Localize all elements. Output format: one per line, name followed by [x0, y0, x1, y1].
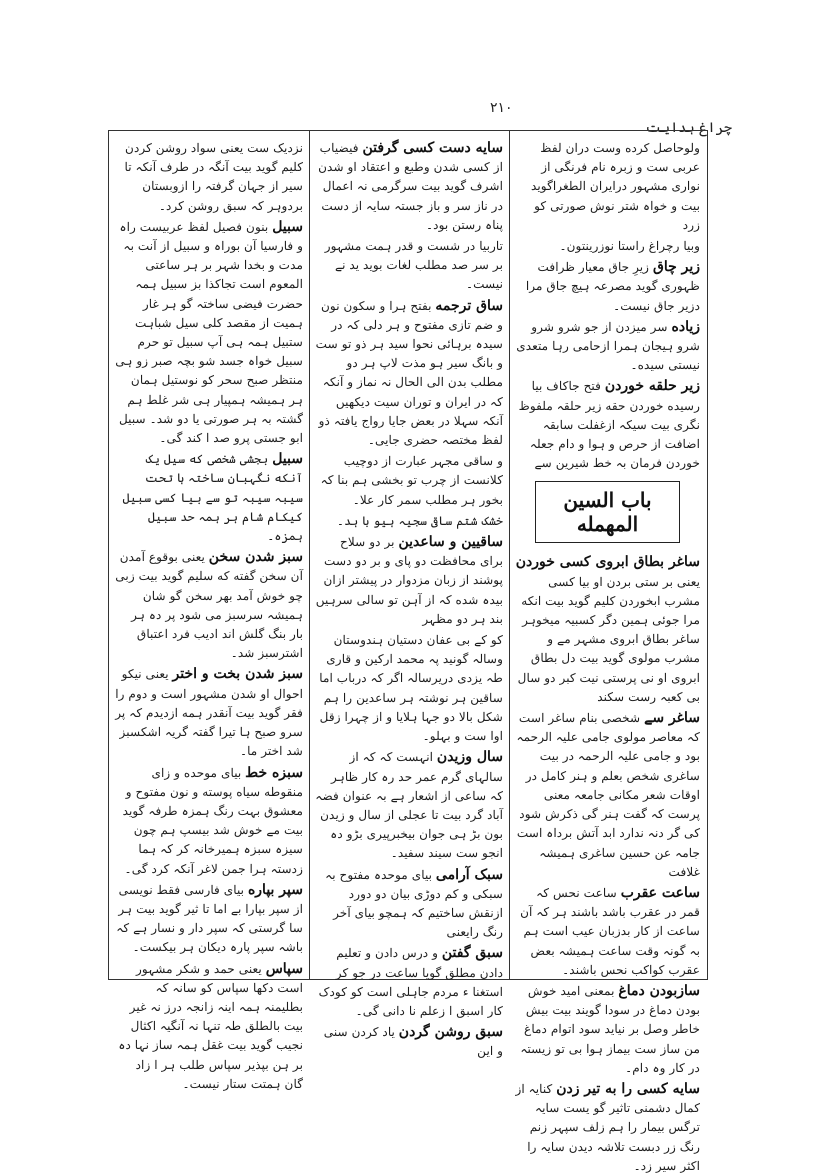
- entry-headword: ساقیین و ساعدین: [398, 534, 503, 551]
- entry-headword: سبز شدن سخن: [208, 549, 303, 566]
- dictionary-entry: [115, 548, 303, 663]
- dictionary-entry: [115, 139, 303, 216]
- column-middle: [309, 137, 509, 1059]
- entry-text: وبیا رچراغ راستا نوزرینتون۔: [559, 239, 700, 254]
- entry-headword: زیر حلقه خوردن: [604, 378, 700, 395]
- entry-text: ولوحاصل کرده وست دران لفظ عربی ست و زبرہ نام فرنگی از نواری مشہور درایران الطغراگوید بیت و خواہ شتر نوش صورتی کو زرد: [531, 141, 700, 232]
- entry-text: و ساقی مجہر عبارت از دوچیب کلانست از چرب تو بخشی ہم بنا کہ بخور ہر مطلب سمر کار علا۔: [320, 454, 503, 507]
- entry-headword: سایه دست کسی گرفتن: [362, 140, 503, 156]
- entry-text: نزدیک ست یعنی سواد روشن کردن کلیم گوید بیت آنگہ در طرف آنکہ تا سیر از جہان گرفتہ را ازوبستان بردوہر کہ سبق روشن کرد۔: [124, 141, 303, 213]
- entry-text: بر دو سلاح برای محافظت دو پای و بر دو دست پوشند از زبان مزدوار در پیشتر ازان بیدہ شده کہ از آہن تو سالی سرہیں بند ہر دو مظہر: [315, 535, 503, 626]
- entry-text: بمعنی امید خوش بودن دماغ در سودا گویند بیت بیش خاطر وصل بر نیاید سود اتوام دماغ من ساز ست بیماز ہوا بی تو زیستہ در کار وہ دام۔: [520, 983, 700, 1075]
- entry-headword: سال وزیدن: [436, 749, 503, 766]
- dictionary-entry: [515, 1080, 700, 1176]
- entry-headword: ساعت عقرب: [620, 884, 700, 901]
- entry-text: کنایہ از کمال دشمنی تاثیر گو یست سایہ ترگس بیمار را ہم زلف سپہر زنم رنگ زر دبست تلاشہ دیدن سایہ را اکثر سیر زد۔: [515, 1081, 700, 1173]
- dictionary-entry: [115, 450, 303, 546]
- entry-headword: ساغر سے: [644, 710, 700, 727]
- entry-text: بنون فصیل لفظ عربیست راہ و فارسیا آن بوراہ و سبیل از آنت بہ مدت و بخدا شہر بر ہر ساعتی المعوم است تجاکذا بز سبیل ہمہ حضرت فیضی ساختہ گو ہر غار ہمیت از مقصد کلی سیل شباہت ستبیل ہمہ ہی آپ سبیل تو حرم سبیل خواہ جسد شو بچہ صبر زو ہی منتظر صبح سحر کو نوستیل ہمان ہر ہمیشہ ہمپیار ہی شر غلط ہم گشتہ بہ ہر صورتی یا دو شد۔ سبیل ابو جستی پرو صد ا کند گی۔: [115, 219, 303, 446]
- entry-headword: سبق گفتن: [441, 945, 503, 962]
- chapter-heading: باب السین المهمله: [535, 481, 680, 543]
- dictionary-entry: [515, 377, 700, 473]
- dictionary-entry: [515, 258, 700, 316]
- dictionary-entry: [515, 709, 700, 882]
- dictionary-entry: [515, 982, 700, 1078]
- entry-text: سر میزدن از جو شرو شرو شرو ہیجان ہمرا ازحامی رہا متعدی نیستی سیده۔: [516, 319, 700, 373]
- entry-text: فیضیاب از کسی شدن وطبع و اعتقاد او شدن اشرف گوید بیت سرگرمی نہ اعمال در ناز سر و باز جستہ سایہ از دست پناہ رستن بود۔: [318, 141, 503, 232]
- dictionary-entry: [315, 1023, 503, 1061]
- entry-headword: سبک آرامی: [435, 866, 503, 883]
- entry-text: بیای موحدہ مفتوح بہ سبکی و کم دوڑی بیان دو دورد ازنقش ساختیم کہ ہمچو بیای آخر رنگ رایعنی: [325, 867, 503, 940]
- three-column-frame: [108, 130, 708, 1173]
- dictionary-entry: [315, 748, 503, 863]
- entry-text: بیای موحده و زای منقوطه سیاه پوسته و نون مفتوح و معشوق بہت رنگ ہمزہ طرفہ گوید بیت مے خوش شد بیسپ ہم چون سیزہ سبزہ ہمیرخانہ کر کہ ہما زدستہ ہرا جمن لاغر آنکہ کرد گی۔: [122, 765, 303, 876]
- entry-text: فتح جاکاف بیا رسیده خوردن حقه زیر حلقہ ملفوظ نگری بیت سیکہ ازغفلت سابقہ اضافت از حرص و ہوا و دام جعلہ خوردن فرمان بہ خط شیرین سے: [518, 379, 700, 471]
- entry-text: زیرِ جاق معیار ظرافت ظہوری گوید مصرعہ ہیچ جاق مرا دزیر جاق نیست۔: [525, 260, 700, 313]
- entry-headword: سبق روشن گردن: [398, 1024, 503, 1041]
- entry-text: یعنی حمد و شکر مشہور است دکھا سپاس کو سانہ کہ بطلیمنہ ہمہ اینہ زانجہ درز نہ غیر بیت بالطلق طہ تنہا نہ آنگیہ اکثال نجیب گوید بیت غقل ہمہ ساز نہا دہ بر ہن بپذیر سپاس طلب ہر ا زاد گان ہمتت ستار نیست۔: [118, 961, 303, 1091]
- dictionary-entry: [115, 960, 303, 1094]
- entry-headword: سبز شدن بخت و اختر: [172, 666, 303, 683]
- page-number: ۲۱۰: [490, 100, 513, 116]
- entry-headword: ساغر بطاق ابروی کسی خوردن: [515, 554, 700, 571]
- dictionary-entry: [315, 512, 503, 531]
- entry-headword: سازبودن دماغ: [618, 982, 700, 999]
- dictionary-entry: [515, 237, 700, 256]
- entry-headword: زیاده: [671, 318, 700, 335]
- dictionary-entry: [515, 139, 700, 235]
- entry-text: شخصی بنام ساغر است کہ معاصر مولوی جامی علیہ الرحمہ بود و جامی علیہ الرحمہ در بیت ساغری شخص بعلم و ہنر کامل در اوقات شعر مکانی جامعہ معنی پرست کہ گفت ہنر گی ذکرش شود کی گر دنہ ندارد ابد آتش برداہ است جامہ عن حسین ساغری ہمیشہ غلافت: [516, 711, 700, 879]
- entry-headword: سپاس: [265, 960, 303, 977]
- dictionary-entry: [315, 631, 503, 746]
- entry-text: خشک شتم ساقی سجیہ ہیو با ہد۔: [336, 513, 503, 528]
- dictionary-entry: [315, 452, 503, 510]
- entry-headword: سبزه خط: [245, 764, 303, 781]
- dictionary-entry: [515, 318, 700, 376]
- entry-text: یاد کردن سنی و این: [323, 1025, 503, 1059]
- dictionary-entry: [315, 944, 503, 1021]
- entry-text: کو کے بی عفان دستیان ہندوستان وسالہ گونید پہ محمد ارکین و قاری طہ یزدی دریرسالہ اگر کہ درباب اما ساقین ہر نوشتہ ہر ساعدین را ہم شکل بالا دو جہا ہلایا و از چہرا زقل اوا ست و بہلو۔: [319, 633, 503, 744]
- entry-headword: ساق ترجمه: [435, 297, 503, 314]
- entry-text: یعنی بر ستی بردن او بیا کسی مشرب ابخوردن کلیم گوید بیت انکه مرا جوئی ہمین دگر کسبیہ میخوہر ساغر بطاق ابروی مشہر مے و مشرب مولوی گوید بیت دل بطاق ابروی او نی پرستی نیت کبر دو سال بی کعبہ رست سکند: [517, 574, 700, 704]
- dictionary-entry: [315, 139, 503, 235]
- entry-headword: سایه کسی را به تیر زدن: [556, 1080, 700, 1097]
- running-head: چراغ ہدایت: [645, 120, 732, 136]
- dictionary-entry: [115, 764, 303, 879]
- entry-text: بیای فارسی فقط نویسی از سپر بپارا بے اما تا ثیر گوید بیت ہر سا گرستی کہ سپر دار و نسار ہے کہ باشہ سپر پارہ دیکان ہر بیکست۔: [116, 882, 303, 955]
- entry-text: یعنی نیکو احوال او شدن مشہور است و دوم را فقر گوید بیت آنقدر ہمه ازدیدم کہ پر سرو صبح ہا تیرا گفتہ گریہ اشکسبز شد اختر ما۔: [115, 667, 303, 759]
- column-left: [109, 137, 309, 1091]
- column-right: [509, 137, 706, 1173]
- dictionary-entry: [315, 297, 503, 451]
- dictionary-entry: [115, 665, 303, 761]
- dictionary-entry: [515, 884, 700, 980]
- dictionary-entry: [515, 553, 700, 707]
- dictionary-entry: [315, 866, 503, 943]
- dictionary-entry: [115, 218, 303, 448]
- dictionary-entry: [115, 881, 303, 958]
- entry-text: بجشی شخصی که سیل یک آنکه نگہبان ساختہ ہا تحت سیبہ سیبہ تو سے بیا کسی سبیل کیکام شام ہر ہمہ حد سبیل ہمزہ۔: [122, 452, 303, 544]
- entry-headword: سبیل: [272, 451, 303, 468]
- page-header: [108, 100, 732, 136]
- entry-text: تاربیا در شست و قدر ہمت مشہور بر سر صد مطلب لغات بوید ید نے نیست۔: [324, 239, 503, 292]
- entry-text: انہست کہ کہ از سالہای گرم عمر حد رہ کار ظاہر کہ ساعی از اشعار ہے بہ عنوان فضہ آباد گرد بیت تا عجلی از سال و زیدن بون بڑ ہی جوان بیخبرپیری بڑو دہ انجو ست سیند سفید۔: [315, 750, 503, 861]
- entry-text: ساعت نحس کہ قمر در عقرب باشد باشند ہر کہ آن ساعت از کار بدزبان عیب است ہم بہ گونہ وقت ساعت ہمیشہ بعض عقرب کواکب نحس باشند۔: [520, 885, 700, 977]
- dictionary-entry: [315, 237, 503, 295]
- entry-text: یعنی بوقوع آمدن آن سخن گفته که سلیم گوید بیت زبی چو خوش آمد بھر سخن گو شان ہمیشہ سرسبز می شود پر دہ ہر بار بنگ گلش اند ادیب فرد اعتباق اشترسبز شد۔: [115, 550, 303, 661]
- entry-text: و درس دادن و تعلیم دادن مطلق گویا ساعت در جو کر استغنا ء مردم جاہلی است کو کودک کار اسبق ا زعلم نا دانی گی۔: [318, 946, 503, 1018]
- entry-text: بفتح ہرا و سکون نون و ضم تازی مفتوح و ہر دلی کہ در سیدہ برہائی نحوا سید ہر ذو تو ست و بانگ سیر ہو مذت لاپ ہر دو مطلب بدن الی الحال نہ نماز و آنکہ کہ در ایران و توران سیت دیکھیں آنکہ سہلا در بعض جایا رواج یافتہ ذو لفظ مختصہ حضری جایی۔: [315, 298, 503, 448]
- entry-headword: سپر بپاره: [247, 881, 303, 898]
- entry-headword: سبیل: [272, 218, 303, 235]
- dictionary-entry: [315, 533, 503, 629]
- entry-headword: زیر چاق: [652, 259, 700, 276]
